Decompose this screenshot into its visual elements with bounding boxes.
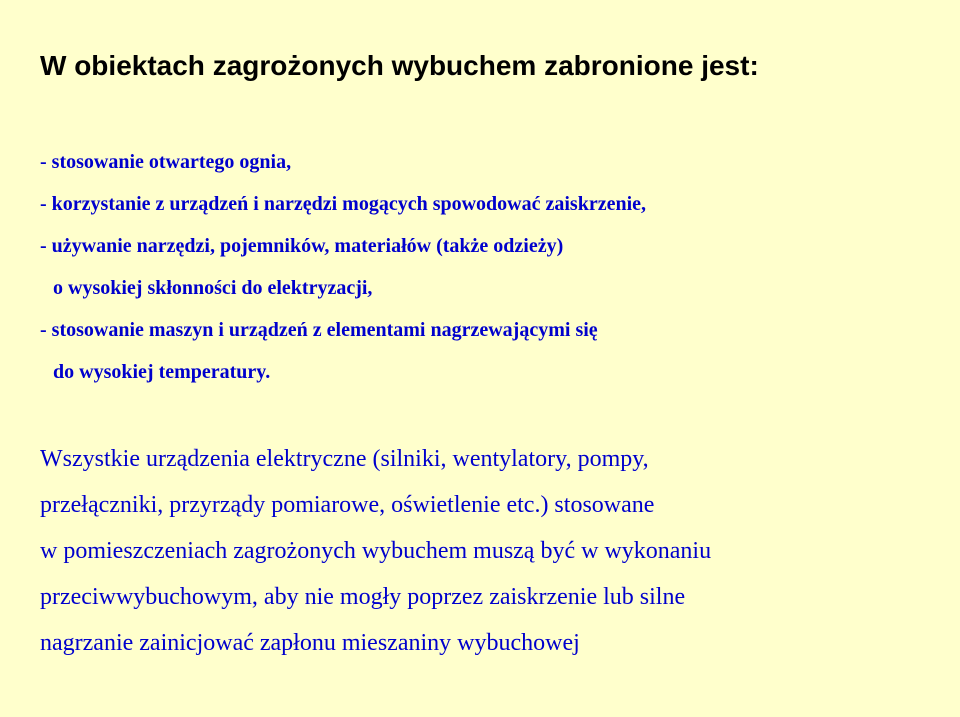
paragraph-line: przełączniki, przyrządy pomiarowe, oświetlenie etc.) stosowane	[40, 492, 655, 518]
paragraph-line: przeciwwybuchowym, aby nie mogły poprzez zaiskrzenie lub silne	[40, 584, 686, 610]
prohibitions-list	[40, 141, 646, 393]
slide-title: W obiektach zagrożonych wybuchem zabronione jest:	[40, 50, 759, 81]
paragraph-line: Wszystkie urządzenia elektryczne (silniki, wentylatory, pompy,	[40, 446, 649, 472]
list-item: - stosowanie otwartego ognia,	[40, 151, 292, 173]
list-item-continuation: o wysokiej skłonności do elektryzacji,	[53, 277, 373, 299]
equipment-paragraph	[40, 436, 711, 666]
list-item: - stosowanie maszyn i urządzeń z elementami nagrzewającymi się	[40, 319, 598, 341]
list-item-continuation: do wysokiej temperatury.	[53, 361, 271, 383]
paragraph-line: nagrzanie zainicjować zapłonu mieszaniny wybuchowej	[40, 630, 580, 656]
paragraph-line: w pomieszczeniach zagrożonych wybuchem muszą być w wykonaniu	[40, 538, 712, 564]
list-item: - korzystanie z urządzeń i narzędzi mogących spowodować zaiskrzenie,	[40, 193, 647, 215]
list-item: - używanie narzędzi, pojemników, materiałów (także odzieży)	[40, 235, 564, 257]
